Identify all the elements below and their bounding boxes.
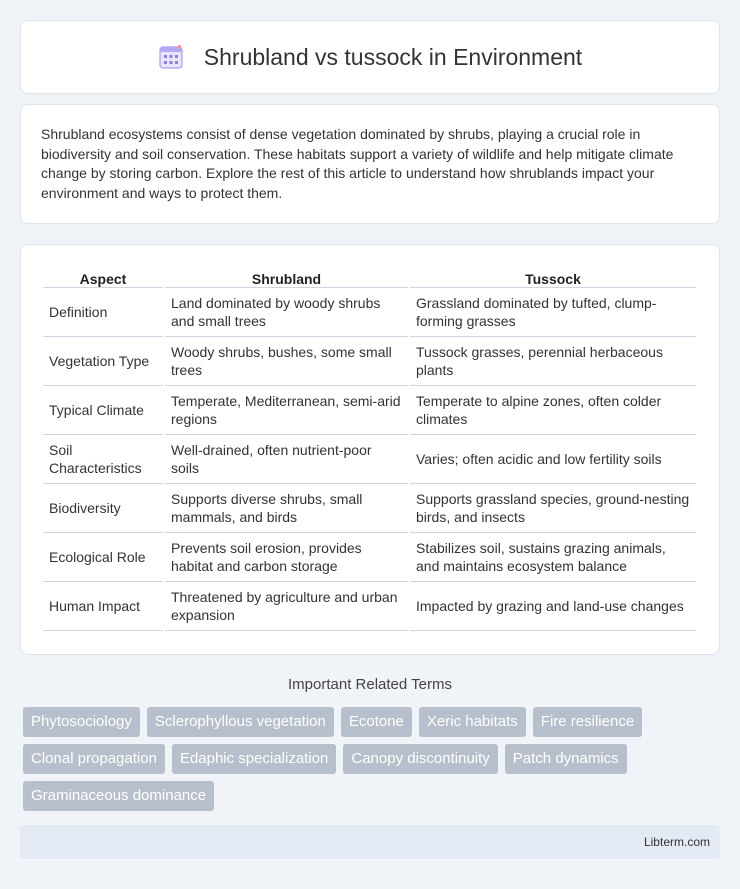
table-cell-aspect: Vegetation Type <box>43 337 163 386</box>
table-cell-aspect: Definition <box>43 288 163 337</box>
related-term-tag[interactable]: Patch dynamics <box>505 744 627 774</box>
calendar-grid-icon <box>158 44 184 70</box>
table-row <box>43 288 696 337</box>
footer <box>20 825 720 859</box>
page-title: Shrubland vs tussock in Environment <box>203 43 583 70</box>
header-shrubland: Shrubland <box>165 265 408 288</box>
table-cell-tussock: Grassland dominated by tufted, clump-forming grasses <box>410 288 696 337</box>
comparison-card <box>20 244 720 655</box>
intro-card <box>20 104 720 224</box>
table-cell-tussock: Stabilizes soil, sustains grazing animals, and maintains ecosystem balance <box>410 533 696 582</box>
related-term-tag[interactable]: Fire resilience <box>533 707 642 737</box>
table-cell-shrubland: Supports diverse shrubs, small mammals, and birds <box>165 484 408 533</box>
intro-paragraph: Shrubland ecosystems consist of dense vegetation dominated by shrubs, playing a crucial role in biodiversity and soil conservation. These habitats support a variety of wildlife and help mitigate climate change by storing carbon. Explore the rest of this article to understand how shrublands impact your environment and ways to protect them. <box>41 126 674 201</box>
comparison-table <box>41 265 698 631</box>
table-cell-shrubland: Woody shrubs, bushes, some small trees <box>165 337 408 386</box>
table-row <box>43 484 696 533</box>
table-row <box>43 533 696 582</box>
table-cell-aspect: Typical Climate <box>43 386 163 435</box>
table-cell-shrubland: Prevents soil erosion, provides habitat and carbon storage <box>165 533 408 582</box>
footer-site-link[interactable]: Libterm.com <box>643 835 710 849</box>
table-header-row <box>43 265 696 288</box>
related-term-tag[interactable]: Edaphic specialization <box>172 744 336 774</box>
table-cell-shrubland: Threatened by agriculture and urban expansion <box>165 582 408 631</box>
table-cell-tussock: Supports grassland species, ground-nesting birds, and insects <box>410 484 696 533</box>
table-row <box>43 435 696 484</box>
table-cell-shrubland: Temperate, Mediterranean, semi-arid regions <box>165 386 408 435</box>
related-terms-list <box>23 707 713 818</box>
table-cell-shrubland: Land dominated by woody shrubs and small trees <box>165 288 408 337</box>
table-row <box>43 386 696 435</box>
table-cell-aspect: Ecological Role <box>43 533 163 582</box>
header-aspect: Aspect <box>43 265 163 288</box>
table-row <box>43 337 696 386</box>
table-cell-shrubland: Well-drained, often nutrient-poor soils <box>165 435 408 484</box>
table-cell-tussock: Varies; often acidic and low fertility soils <box>410 435 696 484</box>
table-cell-aspect: Biodiversity <box>43 484 163 533</box>
table-cell-tussock: Temperate to alpine zones, often colder climates <box>410 386 696 435</box>
table-row <box>43 582 696 631</box>
header-tussock: Tussock <box>410 265 696 288</box>
table-cell-tussock: Impacted by grazing and land-use changes <box>410 582 696 631</box>
table-cell-tussock: Tussock grasses, perennial herbaceous plants <box>410 337 696 386</box>
related-term-tag[interactable]: Graminaceous dominance <box>23 781 214 811</box>
title-card <box>20 20 720 94</box>
related-term-tag[interactable]: Ecotone <box>341 707 412 737</box>
related-term-tag[interactable]: Xeric habitats <box>419 707 526 737</box>
related-terms-heading: Important Related Terms <box>288 676 452 693</box>
related-term-tag[interactable]: Canopy discontinuity <box>343 744 497 774</box>
related-term-tag[interactable]: Sclerophyllous vegetation <box>147 707 334 737</box>
related-term-tag[interactable]: Clonal propagation <box>23 744 165 774</box>
table-cell-aspect: Human Impact <box>43 582 163 631</box>
table-cell-aspect: Soil Characteristics <box>43 435 163 484</box>
related-term-tag[interactable]: Phytosociology <box>23 707 140 737</box>
